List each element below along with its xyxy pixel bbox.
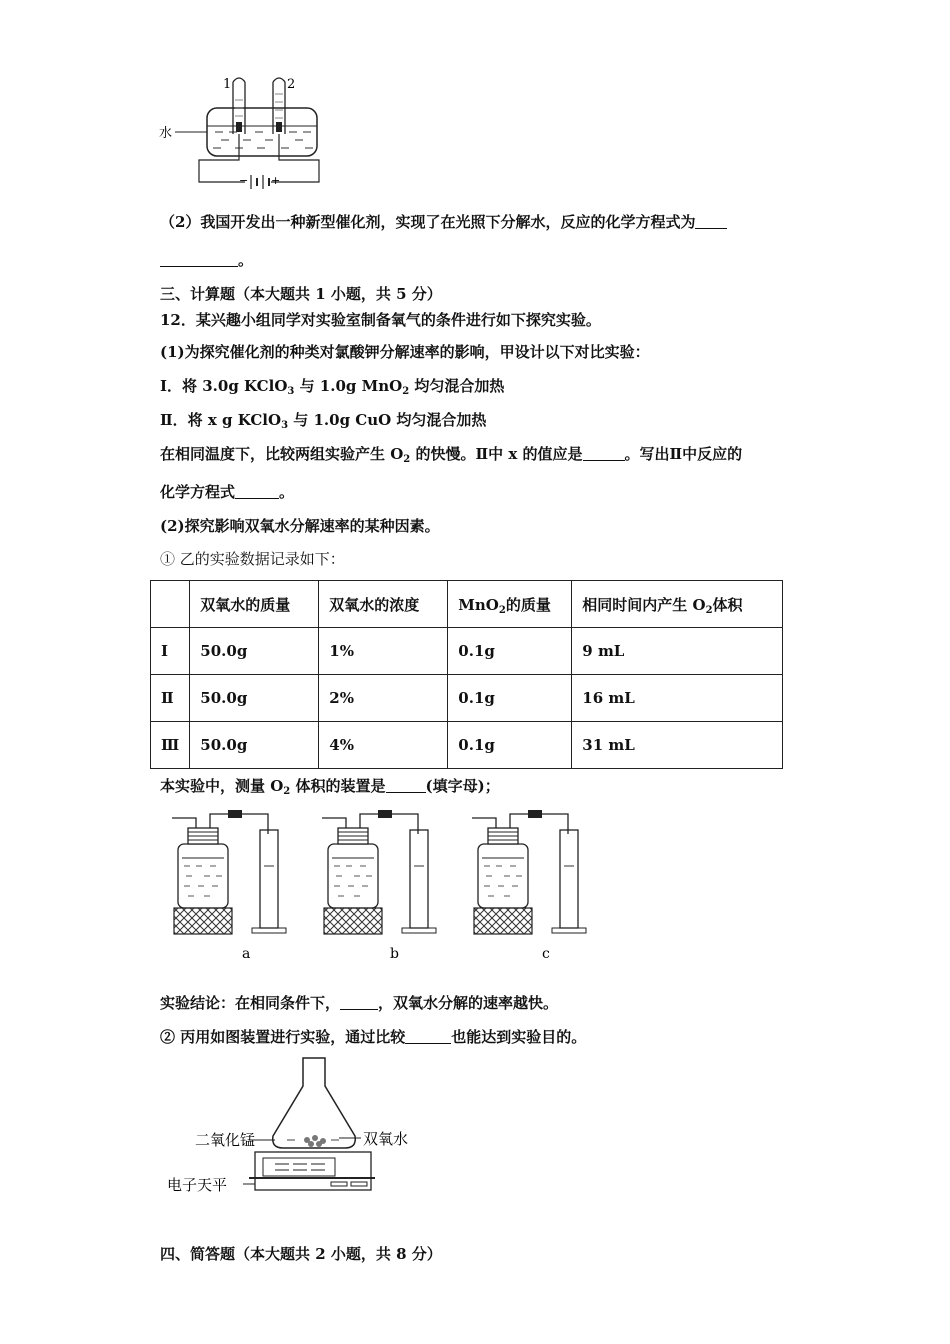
table-row: Ⅰ 50.0g 1% 0.1g 9 mL (151, 628, 783, 675)
experiment-2: Ⅱ．将 x g KClO$_3$ 与 1.0g CuO 均匀混合加热 (160, 411, 487, 431)
answer-blank[interactable] (386, 778, 426, 793)
answer-blank[interactable] (583, 446, 625, 461)
header-o2-volume: 相同时间内产生 $O_2$体积 (572, 581, 783, 628)
minus-label: − (239, 174, 249, 187)
plus-label: + (271, 174, 281, 187)
header-mass: 双氧水的质量 (190, 581, 319, 628)
h2o2-label: 双氧水 (363, 1130, 409, 1148)
mno2-label: 二氧化锰 (195, 1131, 256, 1149)
question-11-2-cont: 。 (160, 250, 253, 270)
answer-blank[interactable] (160, 252, 238, 267)
tube-1-label: 1 (223, 77, 232, 92)
data-table (150, 580, 783, 769)
experiment-1: Ⅰ．将 3.0g KClO$_3$ 与 1.0g MnO$_2$ 均匀混合加热 (160, 377, 505, 397)
table-row: Ⅲ 50.0g 4% 0.1g 31 mL (151, 722, 783, 769)
question-bing: ② 丙用如图装置进行实验，通过比较 也能达到实验目的。 (160, 1028, 587, 1046)
section-3-title: 三、计算题（本大题共 1 小题，共 5 分） (160, 285, 442, 303)
electrolysis-apparatus-figure (155, 70, 335, 190)
balance-label: 电子天平 (167, 1176, 228, 1194)
question-12-stem: 12．某兴趣小组同学对实验室制备氧气的条件进行如下探究实验。 (160, 311, 601, 329)
answer-blank[interactable] (340, 995, 378, 1010)
balance-apparatus-figure (165, 1056, 425, 1196)
section-4-title: 四、简答题（本大题共 2 小题，共 8 分） (160, 1245, 442, 1263)
apparatus-b-label: b (390, 946, 399, 962)
answer-blank[interactable] (695, 214, 727, 229)
gas-measurement-apparatus-figure (160, 806, 620, 966)
question-12-part1: (1)为探究催化剂的种类对氯酸钾分解速率的影响，甲设计以下对比实验： (160, 343, 650, 361)
tube-2-label: 2 (287, 77, 296, 92)
table-row: Ⅱ 50.0g 2% 0.1g 16 mL (151, 675, 783, 722)
apparatus-a-label: a (242, 946, 251, 962)
compare-line: 在相同温度下，比较两组实验产生 $O_2$ 的快慢。Ⅱ中 x 的值应是 。写出Ⅱ中反应的 (160, 445, 743, 465)
measure-question: 本实验中，测量 $O_2$ 体积的装置是 (填字母)； (160, 777, 500, 797)
answer-blank[interactable] (405, 1029, 451, 1044)
question-11-2: （2）我国开发出一种新型催化剂，实现了在光照下分解水，反应的化学方程式为 (160, 212, 727, 232)
water-label: 水 (159, 126, 173, 141)
table-header-row (151, 581, 783, 628)
record-intro: ① 乙的实验数据记录如下： (160, 550, 345, 568)
equation-line: 化学方程式 。 (160, 483, 295, 501)
answer-blank[interactable] (235, 484, 279, 499)
question-12-part2: (2)探究影响双氧水分解速率的某种因素。 (160, 517, 440, 535)
header-concentration: 双氧水的浓度 (319, 581, 448, 628)
header-mno2-mass: MnO$_2$的质量 (448, 581, 572, 628)
conclusion-line: 实验结论：在相同条件下， ，双氧水分解的速率越快。 (160, 994, 559, 1012)
apparatus-c-label: c (542, 946, 550, 962)
